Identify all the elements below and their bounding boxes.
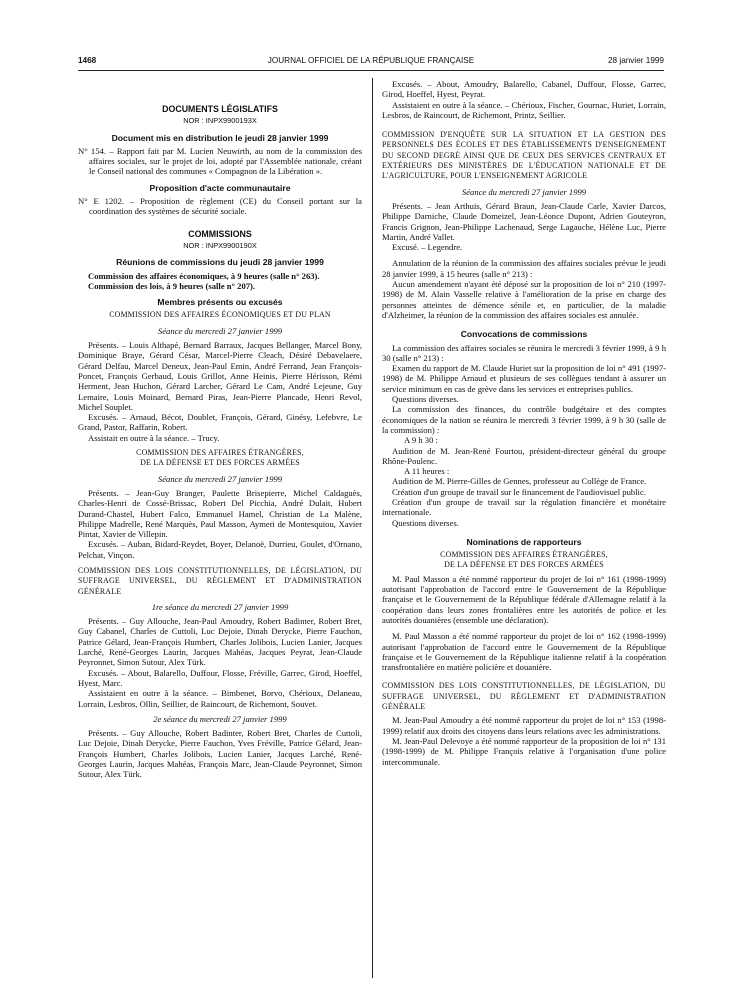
page-header (78, 56, 664, 70)
convocation-item: La commission des finances, du contrôle budgétaire et des comptes économiques de la nation se réunira le mercredi 3 février 1999, à 9 h 30 (salle de la commission) : (382, 404, 666, 435)
seance-heading: Séance du mercredi 27 janvier 1999 (157, 473, 283, 484)
header-date: 28 janvier 1999 (608, 56, 664, 65)
column-divider (372, 78, 373, 978)
seance-heading: Séance du mercredi 27 janvier 1999 (461, 186, 587, 197)
nomination-item: M. Paul Masson a été nommé rapporteur du projet de loi n° 162 (1998-1999) autorisant l'approbation de l'accord entre le Gouvernement de la République française et le Gouvernement de la République italienne relatif à la coopération transfrontalière en matière policière et douanière. (382, 631, 666, 673)
excuses-list: Excusés. – Auban, Bidard-Reydet, Boyer, Delanoë, Durrieu, Goulet, d'Ornano, Pelchat, Vinçon. (78, 539, 362, 560)
convocation-item: Création d'un groupe de travail sur la régulation financière et monétaire internationale. (382, 496, 666, 518)
excuses-list: Excusés. – About, Balarello, Duffour, Flosse, Fréville, Garrec, Girod, Hoeffel, Hyest, Marc. (78, 667, 362, 688)
convocation-time: A 11 heures : (404, 466, 450, 477)
annulation-detail: Aucun amendement n'ayant été déposé sur la proposition de loi n° 210 (1997-1998) de M. Alain Vasselle relative à l'amélioration de la prise en charge des personnes atteintes de démence sénile et, en particulier, de la maladie d'Alzheimer, la réunion de la commission des affaires sociales est annulée. (382, 279, 666, 320)
assistaient-list: Assistaient en outre à la séance. – Bimbenet, Borvo, Chérioux, Delaneau, Lorrain, Lesbros, Ollin, Seillier, de Raincourt, de Richemont, Souvet. (78, 688, 362, 709)
header-rule (78, 70, 664, 71)
presents-list: Présents. – Guy Allouche, Jean-Paul Amoudry, Robert Badinter, Robert Bret, Guy Cabanel, Charles de Cuttoli, Luc Dejoie, Dinah Derycke, Pierre Fauchon, Patrice Gélard, Jean-François Humbert, Charles Jolibois, Lucien Lanier, Jacques Larché, René-Georges Laurin, Jacques Mahéas, Jacques Peyrat, Jean-Claude Peyronnet, Simon Sutour, Alex Türk. (78, 616, 362, 668)
convocations-title: Convocations de commissions (460, 329, 588, 340)
reunion-item: Commission des lois, à 9 heures (salle n° 207). (88, 280, 256, 291)
convocation-item: Examen du rapport de M. Claude Huriet sur la proposition de loi n° 491 (1997-1998) de M. Philippe Arnaud et plusieurs de ses collègues tendant à assurer un service minimum en cas de grève dans les services et entreprises publics. (382, 363, 666, 394)
nomination-item: M. Jean-Paul Delevoye a été nommé rapporteur de la proposition de loi n° 131 (1998-1999) de M. Philippe François relative à l'organisation d'une police intercommunale. (382, 735, 666, 767)
commission-heading: DE LA DÉFENSE ET DES FORCES ARMÉES (444, 560, 604, 570)
presents-list: Présents. – Guy Allouche, Robert Badinter, Robert Bret, Charles de Cuttoli, Luc Dejoie, Dinah Derycke, Pierre Fauchon, Yves Fréville, Patrice Gélard, Jean-François Humbert, Charles Jolibois, Lucien Lanier, Jacques Larché, René-Georges Laurin, Jacques Mahéas, François Marc, Jean-Claude Peyronnet, Simon Sutour, Alex Türk. (78, 728, 362, 780)
presents-list: Présents. – Jean-Guy Branger, Paulette Brisepierre, Michel Caldaguès, Charles-Henri de Cossé-Brissac, Robert Del Picchia, André Dulait, Hubert Durand-Chastel, Hubert Falco, Emmanuel Hamel, Christian de La Malène, Philippe Madrelle, René Marquès, Paul Masson, Aymeri de Montesquiou, Xavier Pintat, Xavier de Villepin. (78, 487, 362, 540)
convocation-item: Questions diverses. (392, 394, 459, 405)
reunions-title: Réunions de commissions du jeudi 28 janvier 1999 (116, 257, 324, 268)
excuse-item: Excusé. – Legendre. (392, 242, 463, 253)
commissions-title: COMMISSIONS (188, 228, 252, 239)
seance-heading: 2e séance du mercredi 27 janvier 1999 (153, 713, 287, 724)
nor-reference: NOR : INPX9900193X (183, 116, 257, 126)
page-number: 1468 (78, 56, 97, 65)
nominations-title: Nominations de rapporteurs (466, 536, 582, 547)
convocation-item: Audition de M. Jean-René Fourtou, président-directeur général du groupe Rhône-Poulenc. (382, 445, 666, 466)
distribution-title: Document mis en distribution le jeudi 28 janvier 1999 (111, 132, 329, 143)
commission-heading: COMMISSION DES AFFAIRES ÉTRANGÈRES, (136, 448, 304, 458)
left-column (78, 98, 362, 780)
convocation-item: La commission des affaires sociales se réunira le mercredi 3 février 1999, à 9 h 30 (salle n° 213) : (382, 342, 666, 363)
convocation-time: A 9 h 30 : (404, 435, 438, 446)
commission-heading: COMMISSION DES AFFAIRES ÉTRANGÈRES, (440, 550, 608, 560)
commission-heading: COMMISSION D'ENQUÊTE SUR LA SITUATION ET LA GESTION DES PERSONNELS DES ÉCOLES ET DES ÉTABLISSEMENTS D'ENSEIGNEMENT DU SECOND DEGRÉ AINSI QUE DE CEUX DES SERVICES CENTRAUX ET EXTÉRIEURS DES MINISTÈRES DE L'ÉDUCATION NATIONALE ET DE L'AGRICULTURE, POUR L'ENSEIGNEMENT AGRICOLE (382, 130, 666, 181)
convocation-item: Audition de M. Pierre-Gilles de Gennes, professeur au Collège de France. (392, 476, 647, 487)
presents-list: Présents. – Louis Althapé, Bernard Barraux, Jacques Bellanger, Marcel Bony, Dominique Braye, Gérard César, Marcel-Pierre Cleach, Désiré Debavelaere, Gérard Delfau, Marcel Deneux, Jean-Paul Emin, André Ferrand, Jean François-Poncet, François Gerbaud, Louis Grillot, Anne Heinis, Pierre Hérisson, Rémi Herment, Jean Huchon, Gérard Larcher, Gérard Le Cam, André Lejeune, Guy Lemaire, Louis Moinard, Bernard Piras, Jean-Pierre Plancade, Henri Revol, Michel Souplet. (78, 340, 362, 412)
commission-heading: COMMISSION DES AFFAIRES ÉCONOMIQUES ET DU PLAN (109, 310, 331, 320)
reunion-item: Commission des affaires économiques, à 9 heures (salle n° 263). (88, 270, 320, 281)
membres-title: Membres présents ou excusés (157, 297, 283, 308)
proposition-title: Proposition d'acte communautaire (149, 182, 291, 193)
seance-heading: 1re séance du mercredi 27 janvier 1999 (151, 601, 289, 612)
excuses-list: Excusés. – Arnaud, Bécot, Doublet, François, Gérard, Ginésy, Lefebvre, Le Grand, Pastor, Raffarin, Robert. (78, 412, 362, 433)
presents-list: Présents. – Jean Arthuis, Gérard Braun, Jean-Claude Carle, Xavier Darcos, Philippe Darniche, Claude Domeizel, Jean-Léonce Dupont, Adrien Gouteyron, Francis Grignon, Jean-Philippe Lachenaud, Serge Lagauche, Hélène Luc, Pierre Martin, André Vallet. (382, 200, 666, 242)
nomination-item: M. Jean-Paul Amoudry a été nommé rapporteur du projet de loi n° 153 (1998-1999) relatif aux droits des citoyens dans leurs relations avec les administrations. (382, 715, 666, 736)
convocation-item: Création d'un groupe de travail sur le financement de l'audiovisuel public. (392, 486, 646, 497)
commission-heading: COMMISSION DES LOIS CONSTITUTIONNELLES, DE LÉGISLATION, DU SUFFRAGE UNIVERSEL, DU RÈGLEMENT ET D'ADMINISTRATION GÉNÉRALE (78, 565, 362, 596)
commission-heading: COMMISSION DES LOIS CONSTITUTIONNELLES, DE LÉGISLATION, DU SUFFRAGE UNIVERSEL, DU RÈGLEMENT ET D'ADMINISTRATION GÉNÉRALE (382, 681, 666, 712)
commission-heading: DE LA DÉFENSE ET DES FORCES ARMÉES (140, 458, 300, 468)
documents-legislatifs-title: DOCUMENTS LÉGISLATIFS (162, 104, 278, 114)
assistait-list: Assistait en outre à la séance. – Trucy. (88, 432, 220, 443)
convocation-item: Questions diverses. (392, 517, 459, 528)
nor-reference: NOR : INPX9900190X (183, 240, 257, 250)
nomination-item: M. Paul Masson a été nommé rapporteur du projet de loi n° 161 (1998-1999) autorisant l'approbation de l'accord entre le Gouvernement de la République française et le Gouvernement de la République fédérale d'Allemagne relatif à la coopération dans leurs zones frontalières entre les autorités de police et les autorités douanières (ensemble une déclaration). (382, 573, 666, 625)
seance-heading: Séance du mercredi 27 janvier 1999 (157, 325, 283, 336)
excuses-list: Excusés. – About, Amoudry, Balarello, Cabanel, Duffour, Flosse, Garrec, Girod, Hoeffel, Hyest, Peyrat. (382, 79, 666, 100)
journal-title: JOURNAL OFFICIEL DE LA RÉPUBLIQUE FRANÇAISE (267, 56, 475, 65)
annulation-notice: Annulation de la réunion de la commission des affaires sociales prévue le jeudi 28 janvier 1999, à 15 heures (salle n° 213) : (382, 258, 666, 279)
document-154: N° 154. – Rapport fait par M. Lucien Neuwirth, au nom de la commission des affaires sociales, sur le projet de loi, adopté par l'Assemblée nationale, créant le Conseil national des communes « Compagnon de la Libération ». (78, 145, 362, 177)
right-column (382, 79, 666, 767)
document-e1202: N° E 1202. – Proposition de règlement (CE) du Conseil portant sur la coordination des systèmes de sécurité sociale. (78, 196, 362, 217)
assistaient-list: Assistaient en outre à la séance. – Chérioux, Fischer, Gournac, Huriet, Lorrain, Lesbros, de Raincourt, de Richemont, Printz, Seillier. (382, 99, 666, 120)
